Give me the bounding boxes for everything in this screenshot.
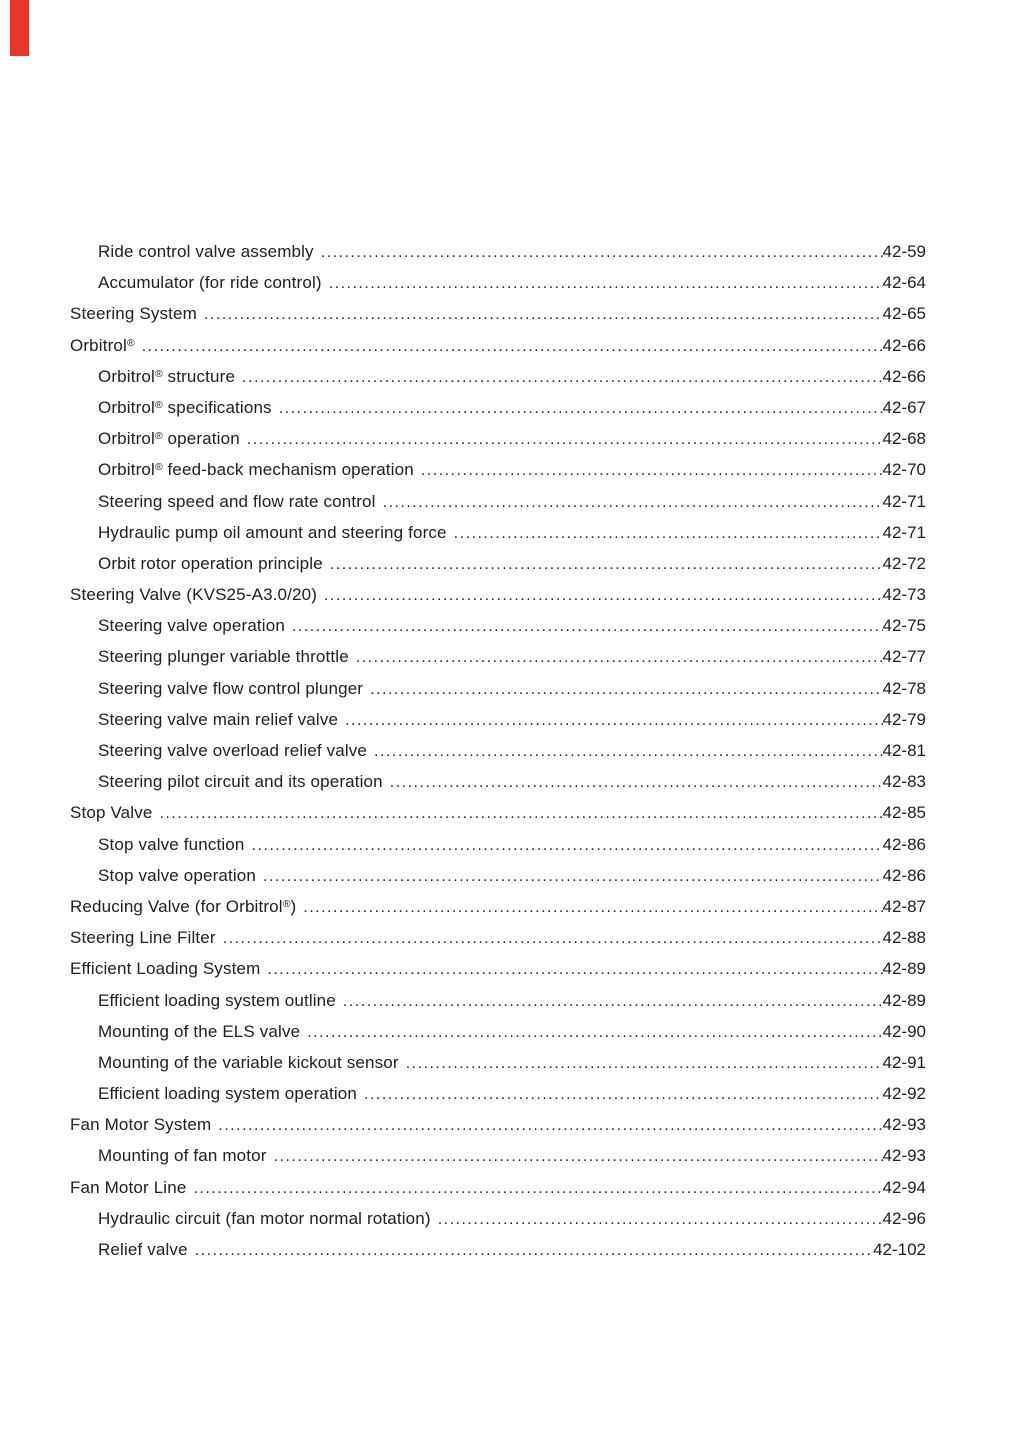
toc-entry — [70, 985, 926, 1016]
toc-entry-page-number: 42-87 — [882, 896, 926, 916]
toc-entry — [70, 1140, 926, 1171]
toc-entry-title: Orbitrol® — [70, 335, 135, 355]
toc-entry-title: Steering System — [70, 304, 197, 324]
toc-entry-page-number: 42-88 — [882, 928, 926, 948]
dot-leader — [285, 610, 883, 641]
toc-entry-title: Orbit rotor operation principle — [98, 553, 323, 573]
toc-entry-page-number: 42-66 — [882, 366, 926, 386]
toc-entry — [70, 766, 926, 797]
toc-entry-title: Mounting of the variable kickout sensor — [98, 1052, 399, 1072]
toc-entry — [70, 1016, 926, 1047]
toc-entry-page-number: 42-65 — [882, 304, 926, 324]
toc-entry-page-number: 42-77 — [882, 647, 926, 667]
toc-entry — [70, 1172, 926, 1203]
dot-leader — [300, 1016, 882, 1047]
toc-entry-title: Steering valve flow control plunger — [98, 678, 364, 698]
toc-entry — [70, 610, 926, 641]
toc-entry-page-number: 42-68 — [882, 429, 926, 449]
toc-entry-title: Ride control valve assembly — [98, 242, 314, 261]
toc-entry-page-number: 42-96 — [882, 1208, 926, 1228]
dot-leader — [349, 641, 883, 672]
toc-entry-title: Steering pilot circuit and its operation — [98, 772, 383, 792]
toc-entry-title: Steering valve operation — [98, 616, 285, 636]
toc-entry-page-number: 42-86 — [882, 865, 926, 885]
toc-entry — [70, 392, 926, 423]
dot-leader — [338, 704, 882, 735]
toc-entry-page-number: 42-89 — [882, 990, 926, 1010]
toc-entry — [70, 860, 926, 891]
toc-entry — [70, 1109, 926, 1140]
dot-leader — [336, 985, 883, 1016]
dot-leader — [447, 517, 883, 548]
toc-entry-page-number: 42-71 — [882, 491, 926, 511]
dot-leader — [322, 267, 883, 298]
toc-entry — [70, 1047, 926, 1078]
toc-entry-page-number: 42-78 — [882, 678, 926, 698]
toc-entry — [70, 517, 926, 548]
toc-entry-page-number: 42-93 — [882, 1115, 926, 1135]
toc-entry-title: Fan Motor System — [70, 1115, 212, 1135]
toc-entry-page-number: 42-72 — [882, 553, 926, 573]
toc-entry-page-number: 42-66 — [882, 335, 926, 355]
toc-entry-title: Hydraulic circuit (fan motor normal rotation) — [98, 1208, 431, 1228]
dot-leader — [152, 797, 882, 828]
toc-entry — [70, 330, 926, 361]
dot-leader — [211, 1109, 882, 1140]
toc-entry-title: Orbitrol® structure — [98, 366, 236, 386]
toc-entry-title: Reducing Valve (for Orbitrol®) — [70, 896, 297, 916]
toc-entry — [70, 673, 926, 704]
dot-leader — [235, 361, 882, 392]
toc-entry-title: Accumulator (for ride control) — [98, 273, 322, 293]
section-edge-marker — [10, 0, 29, 56]
toc-entry-page-number: 42-90 — [882, 1021, 926, 1041]
toc-entry-title: Stop valve operation — [98, 865, 256, 885]
toc-entry — [70, 641, 926, 672]
toc-entry-page-number: 42-71 — [882, 522, 926, 542]
toc-entry — [70, 953, 926, 984]
dot-leader — [431, 1203, 883, 1234]
toc-entry — [70, 267, 926, 298]
toc-entry-page-number: 42-93 — [882, 1146, 926, 1166]
toc-entry-title: Orbitrol® specifications — [98, 397, 272, 417]
dot-leader — [245, 829, 883, 860]
toc-entry — [70, 548, 926, 579]
dot-leader — [357, 1078, 883, 1109]
dot-leader — [414, 454, 883, 485]
toc-entry-page-number: 42-92 — [882, 1084, 926, 1104]
toc-entry-title: Stop valve function — [98, 834, 245, 854]
toc-entry-page-number: 42-94 — [882, 1177, 926, 1197]
toc-entry — [70, 829, 926, 860]
toc-entry — [70, 236, 926, 267]
dot-leader — [383, 766, 883, 797]
dot-leader — [296, 891, 882, 922]
toc-entry — [70, 922, 926, 953]
dot-leader — [367, 735, 882, 766]
toc-entry — [70, 1203, 926, 1234]
table-of-contents — [70, 236, 926, 1265]
toc-entry-page-number: 42-70 — [882, 460, 926, 480]
dot-leader — [186, 1172, 882, 1203]
dot-leader — [272, 392, 883, 423]
toc-entry-page-number: 42-89 — [882, 959, 926, 979]
toc-entry — [70, 1234, 926, 1265]
dot-leader — [135, 330, 883, 361]
dot-leader — [256, 860, 883, 891]
toc-entry — [70, 298, 926, 329]
toc-entry — [70, 579, 926, 610]
toc-entry — [70, 423, 926, 454]
toc-entry-title: Steering Valve (KVS25-A3.0/20) — [70, 585, 318, 605]
toc-entry — [70, 361, 926, 392]
toc-entry-page-number: 42-91 — [882, 1052, 926, 1072]
toc-entry — [70, 891, 926, 922]
toc-entry-page-number: 42-81 — [882, 741, 926, 760]
dot-leader — [376, 486, 883, 517]
dot-leader — [240, 423, 883, 454]
toc-entry-title: Mounting of fan motor — [98, 1146, 267, 1166]
dot-leader — [314, 236, 883, 267]
dot-leader — [399, 1047, 883, 1078]
toc-entry-page-number: 42-83 — [882, 772, 926, 792]
toc-entry — [70, 454, 926, 485]
toc-entry-title: Steering plunger variable throttle — [98, 647, 349, 667]
toc-entry-page-number: 42-85 — [882, 803, 926, 823]
toc-entry — [70, 797, 926, 828]
dot-leader — [216, 922, 883, 953]
dot-leader — [323, 548, 883, 579]
toc-entry-title: Fan Motor Line — [70, 1177, 187, 1197]
toc-entry — [70, 704, 926, 735]
toc-entry-title: Relief valve — [98, 1240, 188, 1259]
toc-entry-title: Efficient loading system operation — [98, 1084, 357, 1104]
toc-entry-title: Steering speed and flow rate control — [98, 491, 376, 511]
toc-entry-title: Hydraulic pump oil amount and steering force — [98, 522, 447, 542]
toc-entry-page-number: 42-67 — [882, 397, 926, 417]
toc-entry-page-number: 42-102 — [873, 1240, 926, 1259]
toc-entry-title: Stop Valve — [70, 803, 153, 823]
toc-entry — [70, 1078, 926, 1109]
dot-leader — [197, 298, 883, 329]
dot-leader — [363, 673, 882, 704]
toc-entry-page-number: 42-59 — [882, 242, 926, 261]
dot-leader — [267, 1140, 883, 1171]
dot-leader — [260, 953, 882, 984]
toc-entry-page-number: 42-86 — [882, 834, 926, 854]
toc-entry-title: Steering valve overload relief valve — [98, 741, 368, 760]
toc-entry — [70, 735, 926, 766]
toc-entry-title: Orbitrol® operation — [98, 429, 240, 449]
toc-entry-title: Orbitrol® feed-back mechanism operation — [98, 460, 414, 480]
toc-entry-page-number: 42-73 — [882, 585, 926, 605]
toc-entry-page-number: 42-75 — [882, 616, 926, 636]
toc-entry-title: Steering Line Filter — [70, 928, 216, 948]
toc-entry-title: Mounting of the ELS valve — [98, 1021, 301, 1041]
toc-entry-title: Steering valve main relief valve — [98, 709, 339, 729]
toc-entry — [70, 486, 926, 517]
dot-leader — [188, 1234, 873, 1265]
toc-entry-page-number: 42-64 — [882, 273, 926, 293]
toc-entry-title: Efficient loading system outline — [98, 990, 336, 1010]
toc-entry-page-number: 42-79 — [882, 709, 926, 729]
toc-entry-title: Efficient Loading System — [70, 959, 261, 979]
dot-leader — [317, 579, 882, 610]
